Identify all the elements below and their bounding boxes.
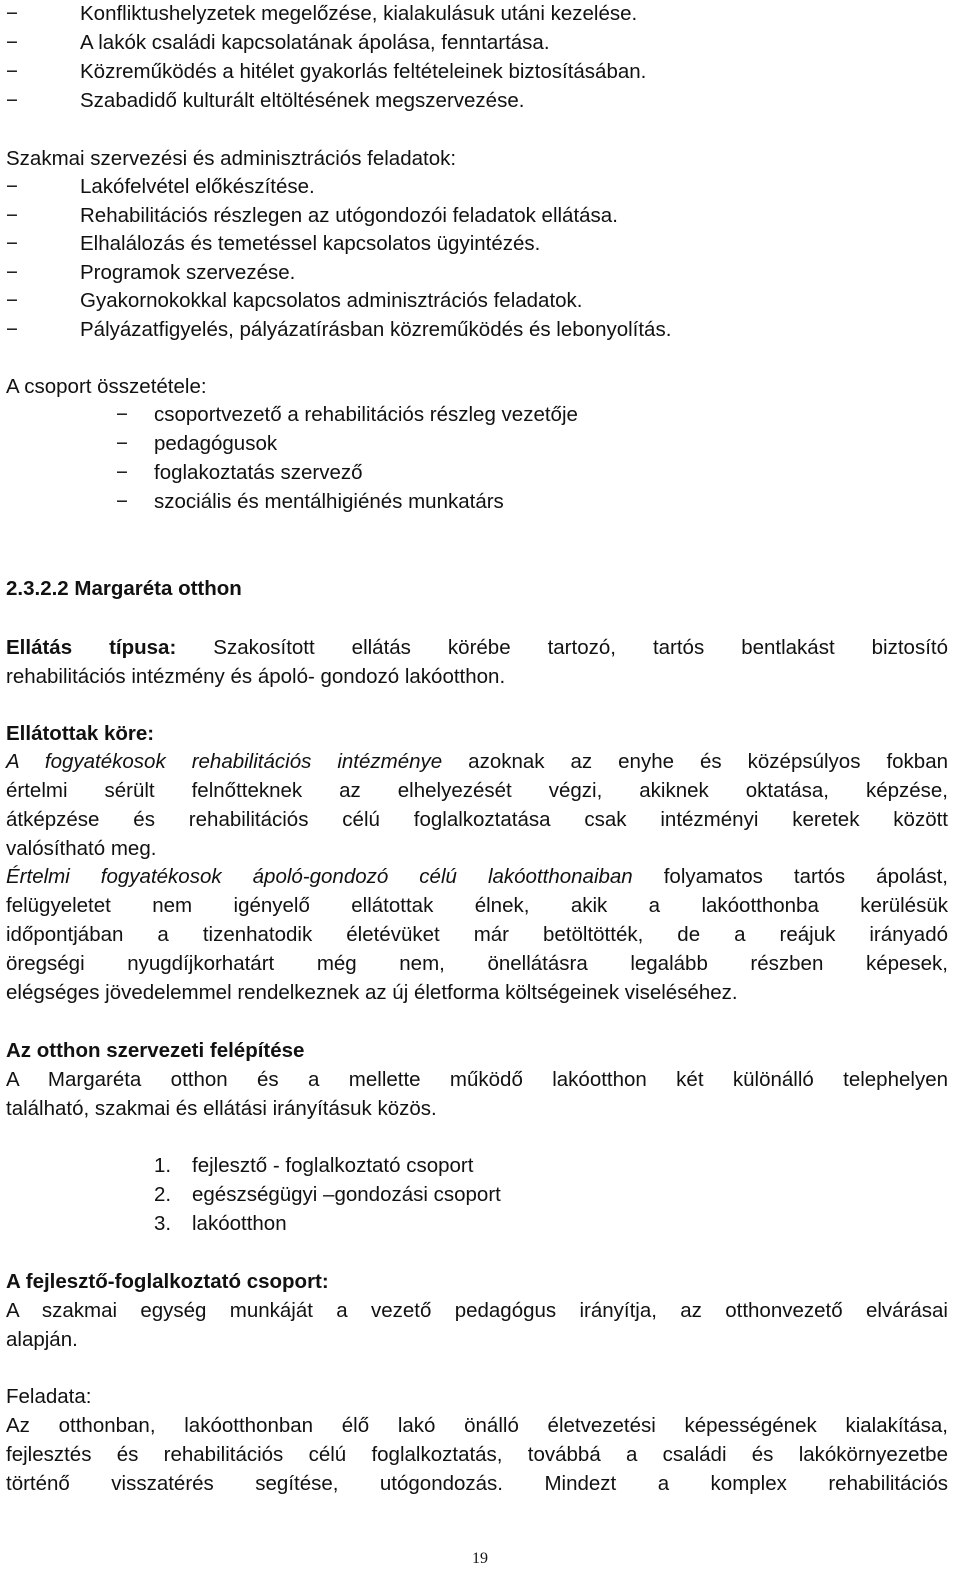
list-item: − Szabadidő kulturált eltöltésének megszervezése. xyxy=(6,89,525,112)
list-item: 1. fejlesztő - foglalkoztató csoport xyxy=(154,1154,474,1177)
ellatas-line-1: Ellátás típusa: Szakosított ellátás körébe tartozó, tartós bentlakást biztosító xyxy=(6,636,948,659)
list-item: 3. lakóotthon xyxy=(154,1212,287,1235)
ellatottak-p1-line-3: átképzése és rehabilitációs célú foglalkoztatása csak intézményi keretek között xyxy=(6,808,948,831)
fejleszto-heading: A fejlesztő-foglalkoztató csoport: xyxy=(6,1270,329,1293)
ellatas-label: Ellátás típusa: xyxy=(6,636,177,659)
list-item: − Rehabilitációs részlegen az utógondozói feladatok ellátása. xyxy=(6,204,618,227)
list-item: − csoportvezető a rehabilitációs részleg vezetője xyxy=(116,403,578,426)
list-item: − Konfliktushelyzetek megelőzése, kialakulásuk utáni kezelése. xyxy=(6,2,638,25)
szervezeti-heading: Az otthon szervezeti felépítése xyxy=(6,1039,305,1062)
list-item: − Lakófelvétel előkészítése. xyxy=(6,175,315,198)
szervezeti-line-1: A Margaréta otthon és a mellette működő lakóotthon két különálló telephelyen xyxy=(6,1068,948,1091)
feladata-line-1: Az otthonban, lakóotthonban élő lakó önálló életvezetési képességének kialakítása, xyxy=(6,1414,948,1437)
fejleszto-line-1: A szakmai egység munkáját a vezető pedagógus irányítja, az otthonvezető elvárásai xyxy=(6,1299,948,1322)
fejleszto-line-2: alapján. xyxy=(6,1328,78,1351)
list-item: − Elhalálozás és temetéssel kapcsolatos ügyintézés. xyxy=(6,232,541,255)
list-item: − Közreműködés a hitélet gyakorlás feltételeinek biztosításában. xyxy=(6,60,647,83)
list-item: − foglakoztatás szervező xyxy=(116,461,363,484)
ellatottak-p1-line-1: A fogyatékosok rehabilitációs intézménye azoknak az enyhe és középsúlyos fokban xyxy=(6,750,948,773)
ellatottak-p2-line-5: elégséges jövedelemmel rendelkeznek az új életforma költségeinek viseléséhez. xyxy=(6,981,738,1004)
list-item: − szociális és mentálhigiénés munkatárs xyxy=(116,490,504,513)
list-item: − A lakók családi kapcsolatának ápolása, fenntartása. xyxy=(6,31,550,54)
ellatottak-p1-line-2: értelmi sérült felnőtteknek az elhelyezését végzi, akiknek oktatása, képzése, xyxy=(6,779,948,802)
ellatottak-p2-line-2: felügyeletet nem igényelő ellátottak élnek, akik a lakóotthonba kerülésük xyxy=(6,894,948,917)
szakmai-heading: Szakmai szervezési és adminisztrációs feladatok: xyxy=(6,147,457,170)
list-item: − Gyakornokokkal kapcsolatos adminisztrációs feladatok. xyxy=(6,289,583,312)
list-item: − Pályázatfigyelés, pályázatírásban közreműködés és lebonyolítás. xyxy=(6,318,672,341)
ellatottak-label: Ellátottak köre: xyxy=(6,722,155,745)
section-title: 2.3.2.2 Margaréta otthon xyxy=(6,577,242,600)
feladata-line-2: fejlesztés és rehabilitációs célú foglalkoztatás, továbbá a családi és lakókörnyezetbe xyxy=(6,1443,948,1466)
list-item: 2. egészségügyi –gondozási csoport xyxy=(154,1183,501,1206)
ellatas-line-2: rehabilitációs intézmény és ápoló- gondozó lakóotthon. xyxy=(6,665,506,688)
szervezeti-line-2: található, szakmai és ellátási irányításuk közös. xyxy=(6,1097,437,1120)
ellatottak-p2-line-4: öregségi nyugdíjkorhatárt még nem, önellátásra legalább részben képesek, xyxy=(6,952,948,975)
feladata-line-3: történő visszatérés segítése, utógondozás. Mindezt a komplex rehabilitációs xyxy=(6,1472,948,1495)
page-number: 19 xyxy=(472,1550,488,1567)
ellatottak-p1-line-4: valósítható meg. xyxy=(6,837,157,860)
list-item: − pedagógusok xyxy=(116,432,278,455)
csoport-heading: A csoport összetétele: xyxy=(6,375,207,398)
list-item: − Programok szervezése. xyxy=(6,261,296,284)
feladata-heading: Feladata: xyxy=(6,1385,92,1408)
ellatottak-p2-line-3: időpontjában a tizenhatodik életévüket már betöltötték, de a reájuk irányadó xyxy=(6,923,948,946)
ellatottak-p2-line-1: Értelmi fogyatékosok ápoló-gondozó célú lakóotthonaiban folyamatos tartós ápolást, xyxy=(6,865,948,888)
